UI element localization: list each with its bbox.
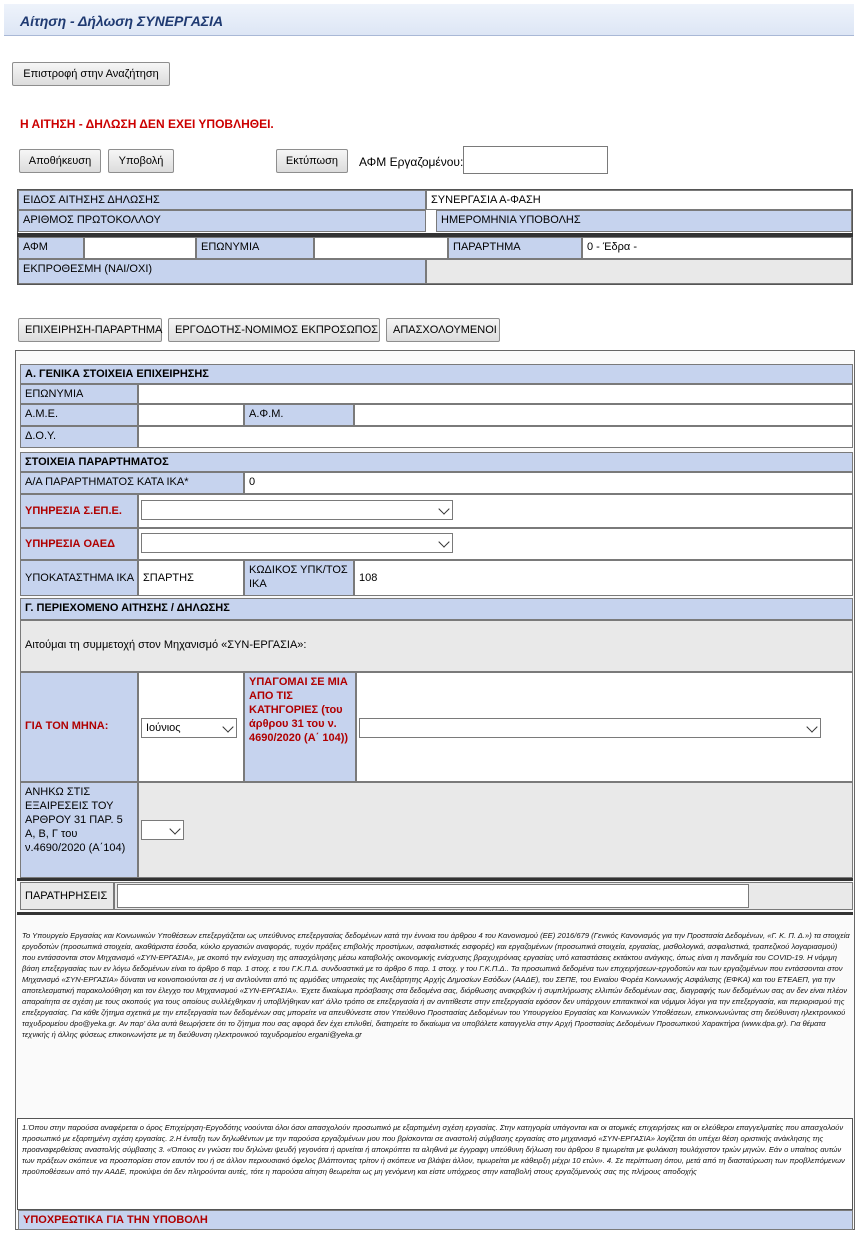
tab-employees[interactable]: ΑΠΑΣΧΟΛΟΥΜΕΝΟΙ	[386, 318, 500, 342]
business-name-label: ΕΠΩΝΥΜΙΑ	[20, 384, 138, 404]
overdue-value	[426, 259, 852, 284]
branch-aa-label: Α/Α ΠΑΡΑΡΤΗΜΑΤΟΣ ΚΑΤΑ ΙΚΑ*	[20, 472, 244, 494]
ika-code-label: ΚΩΔΙΚΟΣ ΥΠΚ/ΤΟΣ ΙΚΑ	[244, 560, 354, 596]
exceptions-label: ΑΝΗΚΩ ΣΤΙΣ ΕΞΑΙΡΕΣΕΙΣ ΤΟΥ ΑΡΘΡΟΥ 31 ΠΑΡ. 5 Α, Β, Γ του ν.4690/2020 (Α΄104)	[20, 782, 138, 878]
remarks-input[interactable]	[117, 884, 749, 908]
month-label: ΓΙΑ ΤΟΝ ΜΗΝΑ:	[20, 672, 138, 782]
request-text: Αιτούμαι τη συμμετοχή στον Μηχανισμό «ΣΥΝ-ΕΡΓΑΣΙΑ»:	[20, 620, 853, 672]
divider	[17, 912, 853, 915]
chevron-down-icon	[438, 536, 449, 547]
ika-branch-value: ΣΠΑΡΤΗΣ	[138, 560, 244, 596]
company-name-value	[314, 237, 448, 259]
ame-label: Α.Μ.Ε.	[20, 404, 138, 426]
employee-afm-input[interactable]	[463, 146, 608, 174]
sepe-select[interactable]	[141, 500, 453, 520]
notes-text: 1.Όπου στην παρούσα αναφέρεται ο όρος Επιχείρηση-Εργοδότης νοούνται όλοι όσοι απασχολούν προσωπικό με εξαρτημένη σχέση εργασίας. Στην κατηγορία υπάγονται και οι ατομικές επιχειρήσεις και οι ελεύθεροι επαγγελματίες που απασχολούν προσωπικό με εξαρτημένη σχέση εργασίας. 2.Η ένταξη των δηλωθέντων με την παρούσα εργαζομένων μου που βρίσκονται σε αναστολή σύμβασης εργασίας στο μηχανισμό «ΣΥΝ-ΕΡΓΑΣΙΑ» λογίζεται ότι υπέχει θέση οριστικής ανάκλησης της προαναφερθείσας αναστολής σύμβασης 3. «Όποιος εν γνώσει του δηλώνει ψευδή γεγονότα ή αρνείται ή αποκρύπτει τα αληθινά με έγγραφη υπεύθυνη δήλωση του άρθρου 8 τιμωρείται με φυλάκιση τουλάχιστον τριών μηνών. Εάν ο υπαίτιος αυτών των πράξεων σκόπευε να προσπορίσει στον εαυτόν του ή σε άλλον περιουσιακό όφελος βλάπτοντας τρίτον ή σκόπευε να βλάψει άλλον, τιμωρείται με κάθειρξη μέχρι 10 ετών». 4. Σε περίπτωση όπου, μετά από τη διασταύρωση των προβλεπόμενων προϋποθέσεων από την ΑΑΔΕ, προκύψει ότι δεν πληρούνται αυτές, τότε η παρούσα αίτηση θεωρείται ως μη γενόμενη και είστε υπόχρεος στην καταβολή στους εργαζόμενούς σας της πλήρους αποδοχής	[22, 1123, 845, 1176]
print-button[interactable]: Εκτύπωση	[276, 149, 348, 173]
chevron-down-icon	[222, 721, 233, 732]
branch-value: 0 - Έδρα -	[582, 237, 852, 259]
company-name-label: ΕΠΩΝΥΜΙΑ	[196, 237, 314, 259]
save-button[interactable]: Αποθήκευση	[19, 149, 101, 173]
sepe-label: ΥΠΗΡΕΣΙΑ Σ.ΕΠ.Ε.	[20, 494, 138, 528]
branch-label: ΠΑΡΑΡΤΗΜΑ	[448, 237, 582, 259]
chevron-down-icon	[806, 721, 817, 732]
status-message: Η ΑΙΤΗΣΗ - ΔΗΛΩΣΗ ΔΕΝ ΕΧΕΙ ΥΠΟΒΛΗΘΕΙ.	[20, 117, 274, 131]
month-select[interactable]	[141, 718, 237, 738]
afm-value	[84, 237, 196, 259]
oaed-select[interactable]	[141, 533, 453, 553]
exceptions-select[interactable]	[141, 820, 184, 840]
ame-value	[138, 404, 244, 426]
back-to-search-button[interactable]: Επιστροφή στην Αναζήτηση	[12, 62, 170, 86]
branch-section-header: ΣΤΟΙΧΕΙΑ ΠΑΡΑΡΤΗΜΑΤΟΣ	[20, 452, 853, 472]
business-afm-label: Α.Φ.Μ.	[244, 404, 354, 426]
category-select[interactable]	[359, 718, 821, 738]
submit-button[interactable]: Υποβολή	[108, 149, 174, 173]
remarks-label: ΠΑΡΑΤΗΡΗΣΕΙΣ	[20, 882, 114, 910]
category-label: ΥΠΑΓΟΜΑΙ ΣΕ ΜΙΑ ΑΠΟ ΤΙΣ ΚΑΤΗΓΟΡΙΕΣ (του άρθρου 31 του ν. 4690/2020 (Α΄ 104))	[244, 672, 356, 782]
oaed-label: ΥΠΗΡΕΣΙΑ ΟΑΕΔ	[20, 528, 138, 560]
gdpr-notice: Το Υπουργείο Εργασίας και Κοινωνικών Υποθέσεων επεξεργάζεται ως υπεύθυνος επεξεργασίας δεδομένων κατά την έννοια του άρθρου 4 του Κανονισμού (ΕΕ) 2016/679 (Γενικός Κανονισμός για την Προστασία Δεδομένων, «Γ. Κ. Π. Δ.») τα στοιχεία εργοδοτών (προσωπικά στοιχεία, ακαθάριστα έσοδα, κύκλο εργασιών αναφοράς, τυχόν πράξεις επιβολής προστίμων, ασφαλιστικές εισφορές) και εργαζομένων (προσωπικά στοιχεία, εργασίας, μισθολογικά, ασφαλιστικά, τραπεζικού λογαριασμού) που εντάσσονται στον Μηχανισμό «ΣΥΝ-ΕΡΓΑΣΙΑ», με σκοπό την ενίσχυση της απασχόλησης μέσω καταβολής οικονομικής ενίσχυσης βραχυχρόνιας εργασίας υπό καταστάσεις εκτάκτου ανάγκης, όπως είναι η πανδημία του COVID-19. Η νόμιμη βάση επεξεργασίας των εν λόγω δεδομένων είναι το άρθρο 6 παρ. 1 στοιχ. ε του Γ.Κ.Π.Δ. συνδυαστικά με το άρθρο 6 παρ. 1 στοιχ. γ του Γ.Κ.Π.Δ.. Τα προσωπικά δεδομένα των επιχειρήσεων-εργοδοτών και των εργαζομένων που εντάσσονται στον Μηχανισμό «ΣΥΝ-ΕΡΓΑΣΙΑ» δύναται να κοινοποιούνται σε ή να αντλούνται από τις αρμόδιες υπηρεσίες της Ανεξάρτητης Αρχής Δημοσίων Εσόδων (ΑΑΔΕ), του ΣΕΠΕ, του Ενιαίου Φορέα Κοινωνικής Ασφάλισης (ΕΦΚΑ) και του ΕΤΕΑΕΠ, για την αποτελεσματική παρακολούθηση και τον έλεγχο του Μηχανισμού «ΣΥΝ-ΕΡΓΑΣΙΑ». Έχετε δικαίωμα πρόσβασης στα δεδομένα σας, διόρθωσης ανακριβών ή συμπλήρωσης ελλιπών δεδομένων σας, διαγραφής των δεδομένων σας αν δεν είναι πλέον απαραίτητα σε σχέση με τους σκοπούς για τους οποίους συλλέχθηκαν ή υποβλήθηκαν κατ' άλλο τρόπο σε επεξεργασία ή αν αντιτίθεστε στην επεξεργασία εφόσον δεν υπάρχουν επιτακτικοί και νόμιμοι λόγοι για την επεξεργασία, και περιορισμού της επεξεργασίας. Για κάθε ζήτημα σχετικά με την επεξεργασία των δεδομένων σας μπορείτε να απευθύνεστε στον Υπεύθυνο Προστασίας Δεδομένων του Υπουργείου Εργασίας και Κοινωνικών Υποθέσεων, επικοινωνώντας στη διεύθυνση ηλεκτρονικού ταχυδρομείου dpo@yeka.gr. Αν παρ' όλα αυτά θεωρήσετε ότι το ζήτημα που σας αφορά δεν έχει επιλυθεί, διατηρείτε το δικαίωμα να υποβάλετε καταγγελία στην Αρχή Προστασίας Δεδομένων Προσωπικού Χαρακτήρα (www.dpa.gr). Για θέματα τεχνικής ή άλλης φύσεως επικοινωνήστε με τη διεύθυνση ηλεκτρονικού ταχυδρομείου ergani@yeka.gr	[22, 931, 850, 1039]
tab-business-branch[interactable]: ΕΠΙΧΕΙΡΗΣΗ-ΠΑΡΑΡΤΗΜΑ	[18, 318, 162, 342]
mandatory-footer: ΥΠΟΧΡΕΩΤΙΚΑ ΓΙΑ ΤΗΝ ΥΠΟΒΟΛΗ	[18, 1210, 853, 1230]
page-title: Αίτηση - Δήλωση ΣΥΝΕΡΓΑΣΙΑ	[20, 13, 224, 29]
employee-afm-label: ΑΦΜ Εργαζομένου:	[359, 155, 464, 169]
tab-employer-representative[interactable]: ΕΡΓΟΔΟΤΗΣ-ΝΟΜΙΜΟΣ ΕΚΠΡΟΣΩΠΟΣ	[168, 318, 380, 342]
business-name-value	[138, 384, 853, 404]
protocol-number-label: ΑΡΙΘΜΟΣ ΠΡΩΤΟΚΟΛΛΟΥ	[18, 210, 426, 232]
exceptions-cell	[138, 782, 853, 878]
title-bar	[4, 4, 854, 36]
doy-value	[138, 426, 853, 448]
overdue-label: ΕΚΠΡΟΘΕΣΜΗ (ΝΑΙ/ΟΧΙ)	[18, 259, 426, 284]
month-select-value: Ιούνιος	[146, 722, 181, 734]
ika-branch-label: ΥΠΟΚΑΤΑΣΤΗΜΑ ΙΚΑ	[20, 560, 138, 596]
doy-label: Δ.Ο.Υ.	[20, 426, 138, 448]
application-type-label: ΕΙΔΟΣ ΑΙΤΗΣΗΣ ΔΗΛΩΣΗΣ	[18, 190, 426, 210]
section-a-header: Α. ΓΕΝΙΚΑ ΣΤΟΙΧΕΙΑ ΕΠΙΧΕΙΡΗΣΗΣ	[20, 364, 853, 384]
business-afm-value	[354, 404, 853, 426]
chevron-down-icon	[169, 823, 180, 834]
afm-label: ΑΦΜ	[18, 237, 84, 259]
submission-date-label: ΗΜΕΡΟΜΗΝΙΑ ΥΠΟΒΟΛΗΣ	[436, 210, 852, 232]
branch-aa-value: 0	[244, 472, 853, 494]
ika-code-value: 108	[354, 560, 853, 596]
application-type-value: ΣΥΝΕΡΓΑΣΙΑ Α-ΦΑΣΗ	[426, 190, 852, 210]
divider	[17, 878, 853, 881]
section-c-header: Γ. ΠΕΡΙΕΧΟΜΕΝΟ ΑΙΤΗΣΗΣ / ΔΗΛΩΣΗΣ	[20, 598, 853, 620]
chevron-down-icon	[438, 503, 449, 514]
